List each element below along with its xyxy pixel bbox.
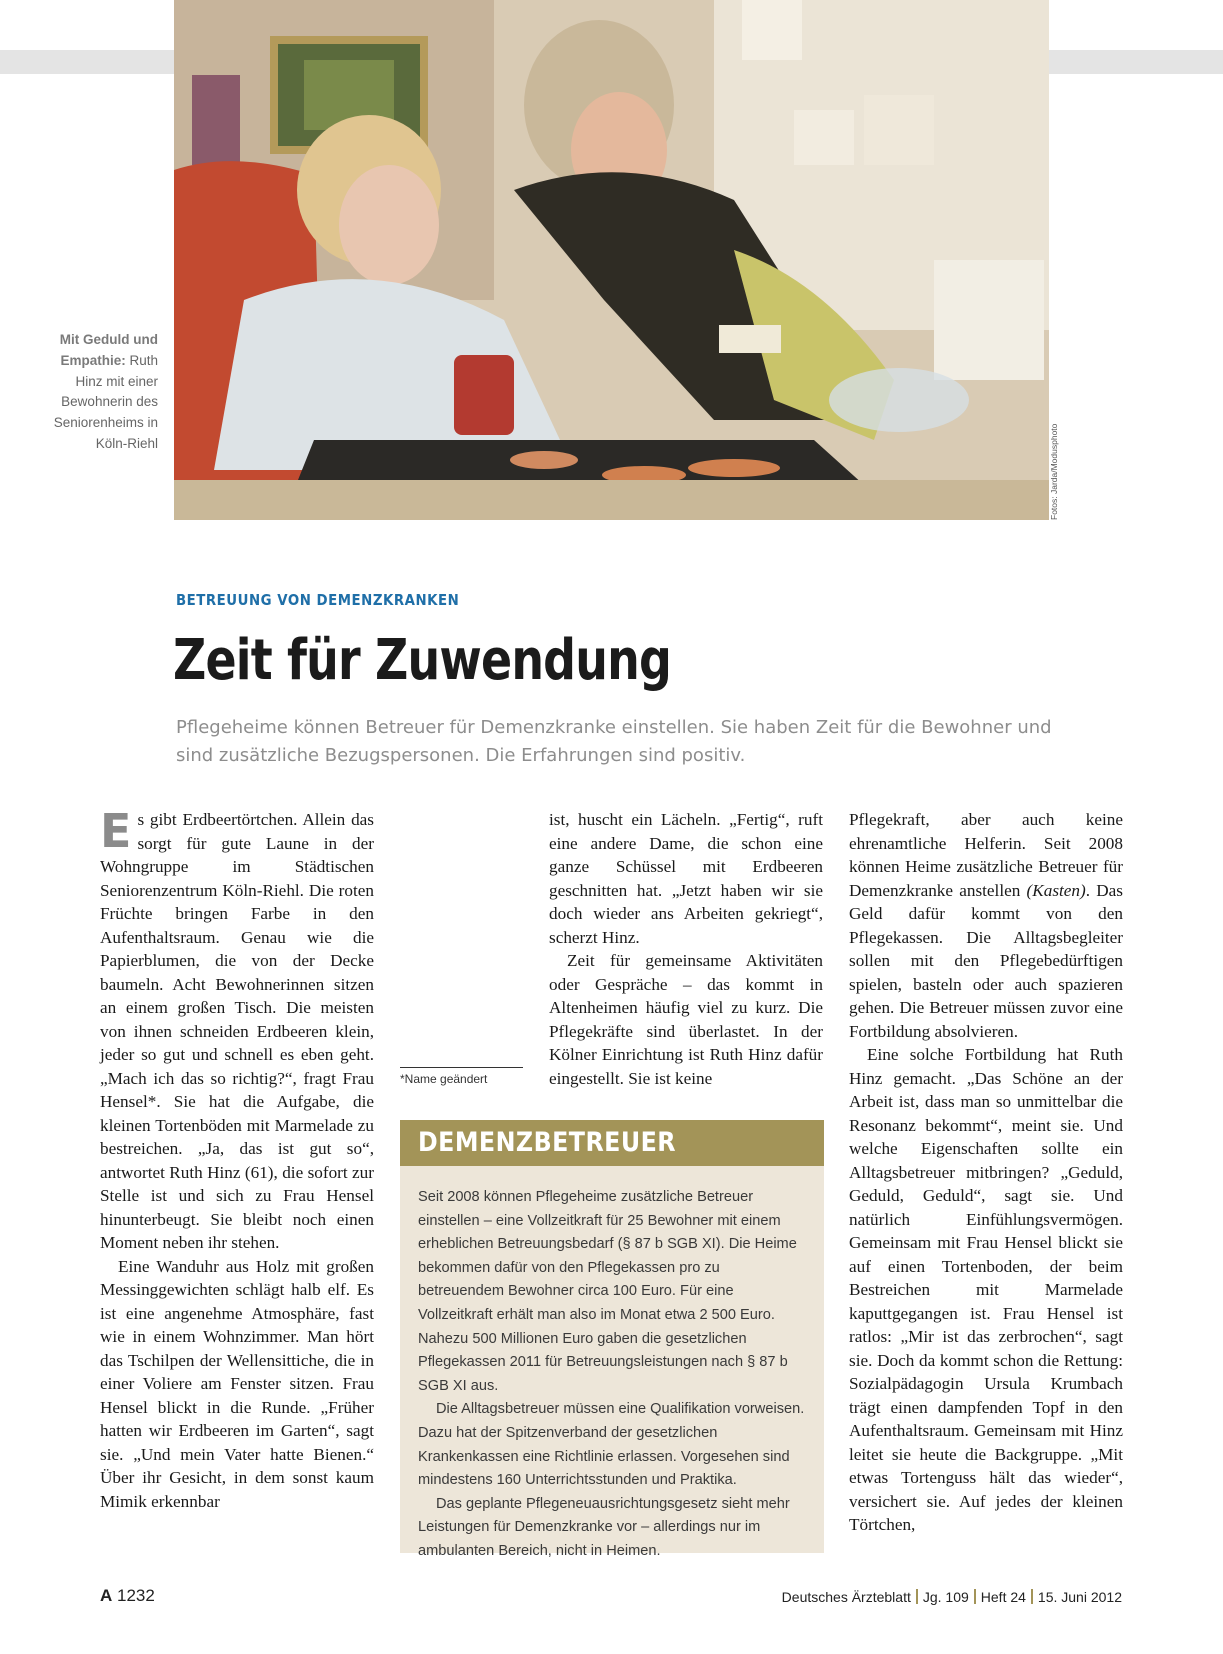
separator: [916, 1589, 918, 1604]
article-photo: [174, 0, 1049, 520]
article-lead: Pflegeheime können Betreuer für Demenzkranke einstellen. Sie haben Zeit für die Bewohner und sind zusätzliche Bezugspersonen. Die Erfahrungen sind positiv.: [176, 717, 1052, 766]
photo-credit: Fotos: Jarda/Modusphoto: [1049, 423, 1059, 520]
photo-caption: [30, 330, 158, 455]
footnote: *Name geändert: [400, 1072, 488, 1086]
journal-name: Deutsches Ärzteblatt: [781, 1589, 911, 1605]
paragraph: Die Alltagsbetreuer müssen eine Qualifikation vorweisen. Dazu hat der Spitzenverband der gesetzlichen Krankenkassen eine Richtlinie erlassen. Vorgesehen sind mindestens 160 Unterrichtsstunden und Praktika.: [418, 1401, 805, 1489]
column-3: [849, 808, 1123, 1537]
page-number: A 1232: [100, 1586, 155, 1605]
paragraph: Das geplante Pflegeneuausrichtungsgesetz sieht mehr Leistungen für Demenzkranke vor – allerdings nur im ambulanten Bereich, nicht in Heimen.: [418, 1495, 790, 1559]
article-kicker: BETREUUNG VON DEMENZKRANKEN: [176, 591, 460, 609]
column-2: [549, 808, 823, 1090]
info-box-title: DEMENZBETREUER: [400, 1120, 824, 1166]
journal-volume: Jg. 109: [922, 1589, 969, 1605]
article-title: Zeit für Zuwendung: [173, 628, 672, 693]
footnote-rule: [400, 1067, 523, 1068]
caption-text: Ruth Hinz mit einer Bewohnerin des Seniorenheims in Köln-Riehl: [53, 352, 158, 451]
paragraph: Eine solche Fortbildung hat Ruth Hinz gemacht. „Das Schöne an der Arbeit ist, dass man so unmittelbar die Resonanz bekommt“, meint sie. Und welche Eigenschaften sollte ein Alltagsbetreuer mitbringen? „Geduld, Geduld, Geduld“, sagt sie. Und natürlich Einfühlungsvermögen. Gemeinsam mit Frau Hensel blickt sie auf einen Tortenboden, der beim Bestreichen mit Marmelade kaputtgegangen ist. Frau Hensel ist ratlos: „Mir ist das zerbrochen“, sagt sie. Doch da kommt schon die Rettung: Sozialpädagogin Ursula Krumbach trägt einen dampfenden Topf in den Aufenthaltsraum. Gemeinsam mit Hinz leitet sie heute die Backgruppe. „Mit etwas Tortenguss hält das wieder“, versichert sie. Auf jedes der kleinen Törtchen,: [849, 1045, 1123, 1534]
paragraph: ist, huscht ein Lächeln. „Fertig“, ruft eine andere Dame, die schon eine ganze Schüssel mit Erdbeeren geschnitten hat. „Jetzt haben wir sie doch wieder ans Arbeiten gekriegt“, scherzt Hinz.: [549, 810, 823, 947]
journal-issue: Heft 24: [980, 1589, 1026, 1605]
journal-line: [782, 1589, 1122, 1605]
paragraph: Pflegekraft, aber auch keine ehrenamtliche Helferin. Seit 2008 können Heime zusätzliche Betreuer für Demenzkranke anstellen (Kasten). Das Geld dafür kommt von den Pflegekassen. Die Alltagsbegleiter sollen mit den Pflegebedürftigen spielen, basteln oder auch spazieren gehen. Die Betreuer müssen zuvor eine Fortbildung absolvieren.: [849, 810, 1123, 1041]
paragraph: Zeit für gemeinsame Aktivitäten oder Gespräche – das kommt in Altenheimen häufig viel zu kurz. Die Pflegekräfte sind überlastet. In der Kölner Einrichtung ist Ruth Hinz dafür eingestellt. Sie ist keine: [549, 951, 823, 1088]
info-box: [400, 1120, 824, 1559]
column-1: [100, 804, 374, 1513]
paragraph: Es gibt Erdbeertörtchen. Allein das sorgt für gute Laune in der Wohngruppe im Städtischen Seniorenzentrum Köln-Riehl. Die roten Früchte bringen Farbe in den Aufenthaltsraum. Genau wie die Papierblumen, die von der Decke baumeln. Acht Bewohnerinnen sitzen an einem großen Tisch. Die meisten von ihnen schneiden Erdbeeren klein, jeder so gut und schnell es eben geht. „Mach ich das so richtig?“, fragt Frau Hensel*. Sie hat die Aufgabe, die kleinen Tortenböden mit Marmelade zu bestreichen. „Ja, das ist gut so“, antwortet Ruth Hinz (61), die sofort zur Stelle ist und sich zu Frau Hensel hinunterbeugt. Sie bleibt noch einen Moment neben ihr stehen.: [100, 804, 374, 1252]
paragraph: Seit 2008 können Pflegeheime zusätzliche Betreuer einstellen – eine Vollzeitkraft für 25 Bewohner mit einem erheblichen Betreuungsbedarf (§ 87 b SGB XI). Die Heime bekommen dafür von den Pflegekassen pro zu betreuendem Bewohner circa 100 Euro. Für eine Vollzeitkraft erhält man also im Monat etwa 2 500 Euro. Nahezu 500 Millionen Euro gaben die gesetzlichen Pflegekassen 2011 für Betreuungsleistungen nach § 87 b SGB XI aus.: [418, 1189, 797, 1394]
caption-bold: Mit Geduld und Empathie:: [59, 332, 158, 368]
kasten-reference: (Kasten): [1026, 880, 1086, 900]
paragraph: Eine Wanduhr aus Holz mit großen Messinggewichten schlägt halb elf. Es ist eine angenehme Atmosphäre, fast wie in einem Wohnzimmer. Man hört das Tschilpen der Wellensittiche, die in einer Voliere am Fenster sitzen. Frau Hensel blickt in die Runde. „Früher hatten wir Erdbeeren im Garten“, sagt sie. „Und mein Vater hatte Bienen.“ Über ihr Gesicht, in dem sonst kaum Mimik erkennbar: [100, 1256, 374, 1511]
dropcap: E: [100, 804, 132, 858]
separator: [1031, 1589, 1033, 1604]
separator: [974, 1589, 976, 1604]
journal-date: 15. Juni 2012: [1037, 1589, 1122, 1605]
info-box-body: [400, 1166, 824, 1564]
top-rule-right: [1049, 50, 1223, 74]
top-rule-left: [0, 50, 174, 74]
